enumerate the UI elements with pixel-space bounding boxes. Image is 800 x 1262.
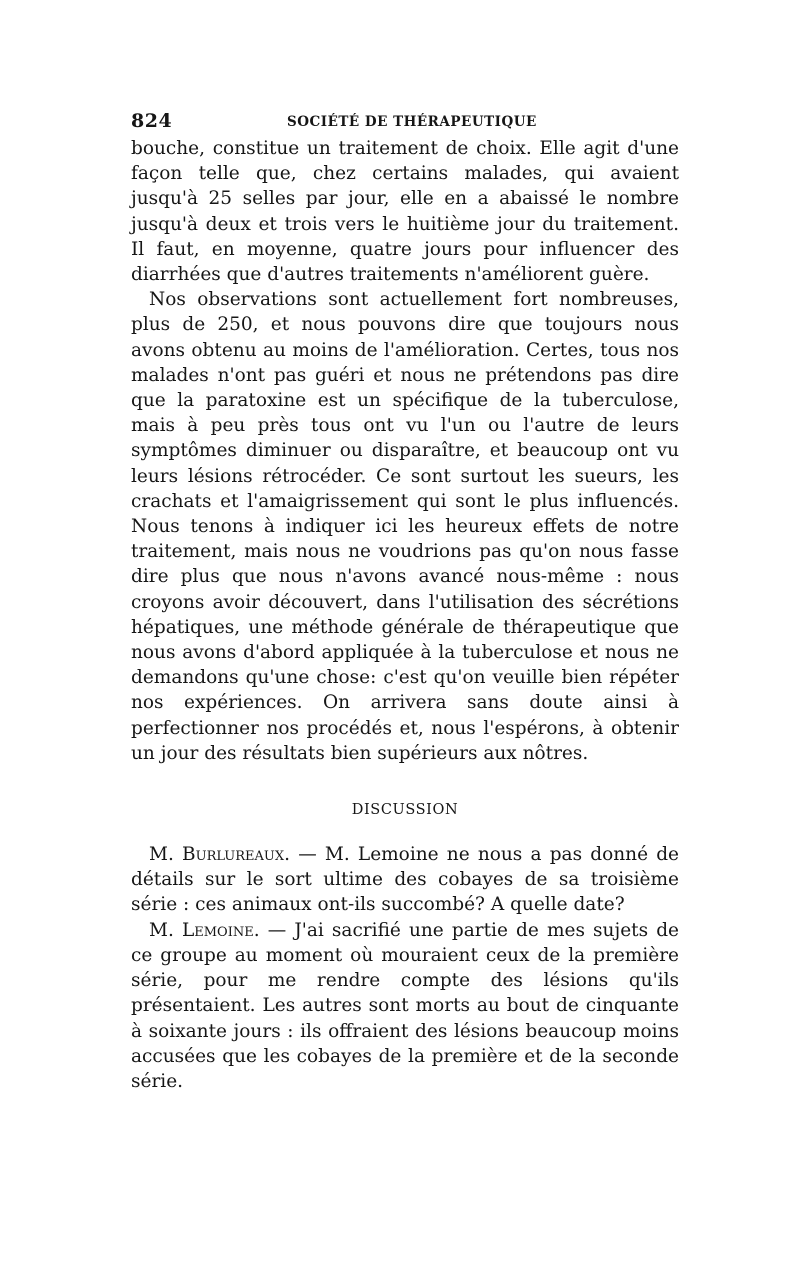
journal-title: SOCIÉTÉ DE THÉRAPEUTIQUE <box>287 114 537 130</box>
book-page <box>131 106 679 1094</box>
paragraph-observations: Nos observations sont actuellement fort nombreuses, plus de 250, et nous pouvons dire que toujours nous avons obtenu au moins de l'amélioration. Certes, tous nos malades n'ont pas guéri et nous ne prétendons pas dire que la paratoxine est un spécifique de la tuberculose, mais à peu près tous ont vu l'un ou l'autre de leurs symptômes diminuer ou disparaître, et beaucoup ont vu leurs lésions rétrocéder. Ce sont surtout les sueurs, les crachats et l'amaigrissement qui sont le plus influencés. Nous tenons à indiquer ici les heureux effets de notre traitement, mais nous ne voudrions pas qu'on nous fasse dire plus que nous n'avons avancé nous-même : nous croyons avoir découvert, dans l'utilisation des sécrétions hépatiques, une méthode générale de thérapeutique que nous avons d'abord appliquée à la tuberculose et nous ne demandons qu'une chose: c'est qu'on veuille bien répéter nos expériences. On arrivera sans doute ainsi à perfectionner nos procédés et, nous l'espérons, à obtenir un jour des résultats bien supérieurs aux nôtres. <box>131 289 679 764</box>
section-heading-discussion: DISCUSSION <box>351 802 459 819</box>
running-head <box>131 106 679 136</box>
paragraph-continuation: bouche, constitue un traitement de choix. Elle agit d'une façon telle que, chez certains malades, qui avaient jusqu'à 25 selles par jour, elle en a abaissé le nombre jusqu'à deux et trois vers le huitième jour du traitement. Il faut, en moyenne, quatre jours pour influencer des diarrhées que d'autres traitements n'améliorent guère. <box>131 138 679 286</box>
discussion-text <box>131 842 679 1094</box>
discussion-entry-lemoine <box>131 918 679 1094</box>
main-text <box>131 136 679 766</box>
page-number: 824 <box>131 110 173 132</box>
speaker-name: M. Lemoine. <box>149 919 260 941</box>
discussion-entry-burlureaux <box>131 842 679 918</box>
speaker-name: M. Burlureaux. <box>149 844 290 866</box>
speaker-remark: — M. Lemoine ne nous a pas donné de détails sur le sort ultime des cobayes de sa troisième série : ces animaux ont-ils succombé? A quelle date? <box>131 844 679 916</box>
speaker-remark: — J'ai sacrifié une partie de mes sujets de ce groupe au moment où mouraient ceux de la première série, pour me rendre compte des lésions qu'ils présentaient. Les autres sont morts au bout de cinquante à soixante jours : ils offraient des lésions beaucoup moins accusées que les cobayes de la première et de la seconde série. <box>131 919 679 1092</box>
